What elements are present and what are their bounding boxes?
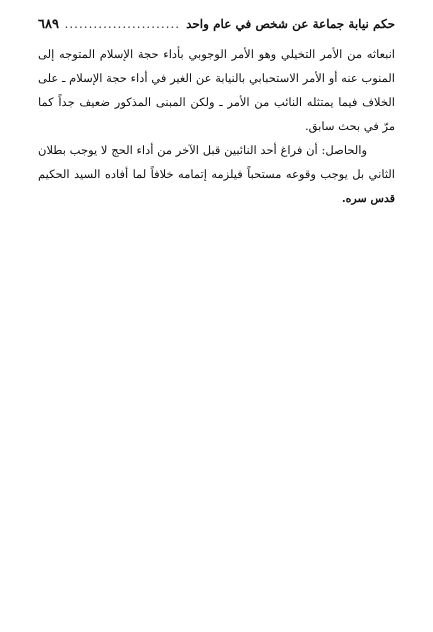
honorific-abbreviation: قدس سره. bbox=[341, 192, 395, 205]
chapter-title: حكم نيابة جماعة عن شخص في عام واحد bbox=[186, 17, 395, 31]
body-text bbox=[38, 42, 395, 211]
running-header bbox=[38, 14, 395, 34]
paragraph-2 bbox=[38, 138, 395, 211]
paragraph-text: انبعاثه من الأمر التخيلي وهو الأمر الوجوبي بأداء حجة الإسلام المتوجه إلى المنوب عنه أو الأمر الاستحبابي بالنيابة عن الغير في أداء حجة الإسلام ـ على الخلاف فيما يمتثله النائب من الأمر ـ ولكن المبنى المذكور ضعيف جداً كما مرّ في بحث سابق. bbox=[38, 47, 395, 133]
page-number: ٦٨٩ bbox=[38, 16, 59, 32]
leader-dots bbox=[65, 17, 180, 31]
paragraph-1 bbox=[38, 42, 395, 138]
paragraph-text: والحاصل: أن فراغ أحد النائبين قبل الآخر من أداء الحج لا يوجب بطلان الثاني بل يوجب وقوعه مستحباً فيلزمه إتمامه خلافاً لما أفاده السيد الحكيم bbox=[38, 143, 395, 181]
